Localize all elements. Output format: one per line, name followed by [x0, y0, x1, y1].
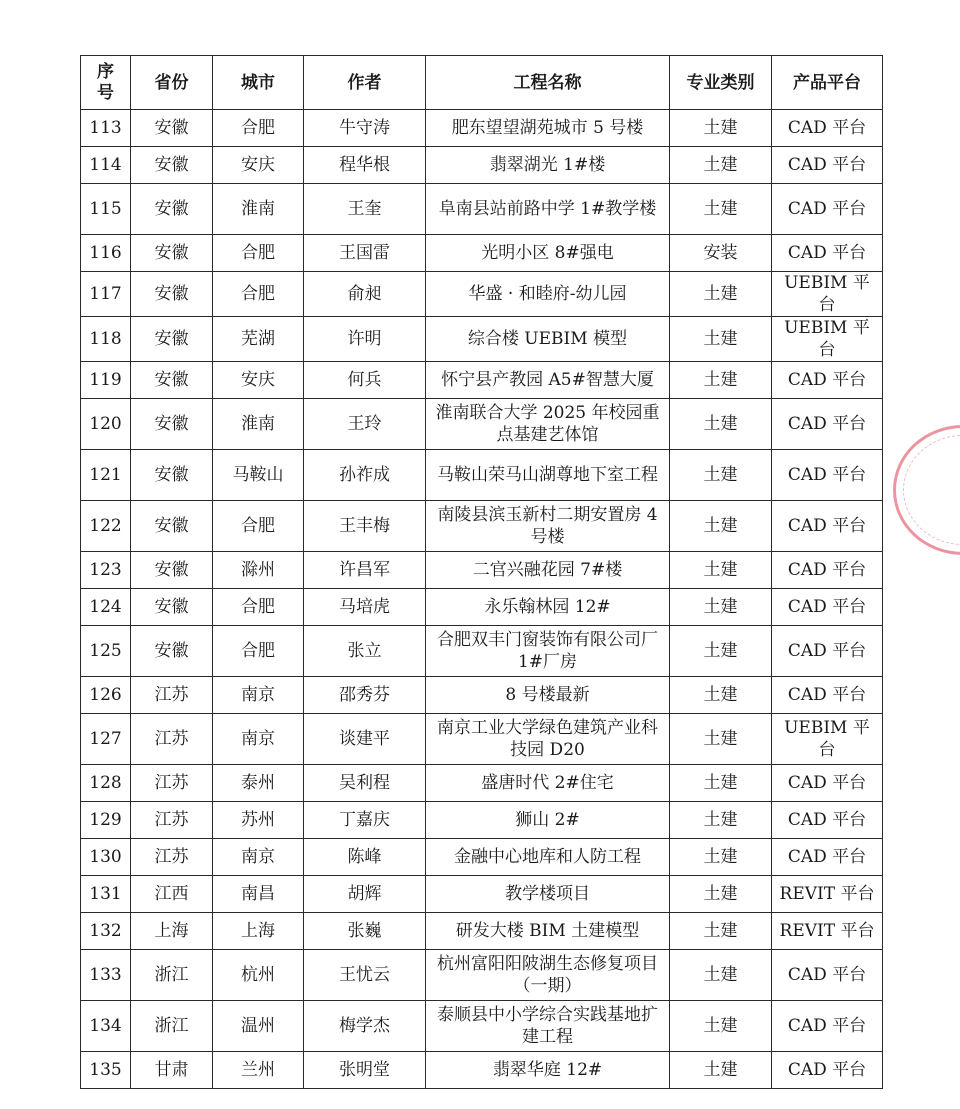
- header-no: 序 号: [81, 56, 131, 110]
- cell-province: 安徽: [131, 362, 213, 399]
- cell-project: 金融中心地库和人防工程: [426, 839, 670, 876]
- cell-project: 淮南联合大学 2025 年校园重点基建艺体馆: [426, 399, 670, 450]
- cell-category: 土建: [670, 626, 772, 677]
- cell-category: 土建: [670, 802, 772, 839]
- cell-category: 土建: [670, 950, 772, 1001]
- cell-platform: CAD 平台: [772, 589, 883, 626]
- cell-category: 土建: [670, 876, 772, 913]
- cell-project: 永乐翰林园 12#: [426, 589, 670, 626]
- header-platform: 产品平台: [772, 56, 883, 110]
- cell-category: 土建: [670, 110, 772, 147]
- cell-province: 浙江: [131, 1001, 213, 1052]
- table-row: [81, 913, 883, 950]
- cell-city: 合肥: [213, 589, 304, 626]
- cell-province: 安徽: [131, 399, 213, 450]
- cell-category: 土建: [670, 1001, 772, 1052]
- cell-city: 温州: [213, 1001, 304, 1052]
- cell-project: 马鞍山荣马山湖尊地下室工程: [426, 450, 670, 501]
- cell-city: 合肥: [213, 235, 304, 272]
- cell-no: 126: [81, 677, 131, 714]
- cell-city: 合肥: [213, 501, 304, 552]
- cell-city: 南京: [213, 677, 304, 714]
- cell-author: 张巍: [304, 913, 426, 950]
- table-row: [81, 1052, 883, 1089]
- cell-category: 土建: [670, 714, 772, 765]
- cell-no: 123: [81, 552, 131, 589]
- header-city: 城市: [213, 56, 304, 110]
- cell-project: 泰顺县中小学综合实践基地扩建工程: [426, 1001, 670, 1052]
- cell-category: 土建: [670, 589, 772, 626]
- cell-project: 光明小区 8#强电: [426, 235, 670, 272]
- cell-platform: CAD 平台: [772, 235, 883, 272]
- cell-province: 安徽: [131, 501, 213, 552]
- cell-category: 土建: [670, 765, 772, 802]
- cell-no: 113: [81, 110, 131, 147]
- cell-platform: UEBIM 平台: [772, 317, 883, 362]
- cell-no: 116: [81, 235, 131, 272]
- cell-project: 杭州富阳阳陂湖生态修复项目（一期）: [426, 950, 670, 1001]
- cell-project: 二官兴融花园 7#楼: [426, 552, 670, 589]
- cell-platform: CAD 平台: [772, 1052, 883, 1089]
- cell-no: 119: [81, 362, 131, 399]
- cell-platform: CAD 平台: [772, 552, 883, 589]
- cell-platform: UEBIM 平台: [772, 714, 883, 765]
- table-row: [81, 184, 883, 235]
- cell-city: 苏州: [213, 802, 304, 839]
- cell-city: 南京: [213, 839, 304, 876]
- cell-project: 盛唐时代 2#住宅: [426, 765, 670, 802]
- cell-city: 淮南: [213, 184, 304, 235]
- cell-author: 王玲: [304, 399, 426, 450]
- table-row: [81, 765, 883, 802]
- table-row: [81, 272, 883, 317]
- cell-category: 土建: [670, 501, 772, 552]
- cell-city: 滁州: [213, 552, 304, 589]
- table-row: [81, 950, 883, 1001]
- cell-platform: REVIT 平台: [772, 876, 883, 913]
- cell-platform: CAD 平台: [772, 802, 883, 839]
- cell-project: 南陵县滨玉新村二期安置房 4 号楼: [426, 501, 670, 552]
- cell-platform: CAD 平台: [772, 110, 883, 147]
- projects-table: [80, 55, 883, 1089]
- table-row: [81, 589, 883, 626]
- cell-category: 土建: [670, 1052, 772, 1089]
- table-row: [81, 1001, 883, 1052]
- cell-no: 125: [81, 626, 131, 677]
- cell-city: 马鞍山: [213, 450, 304, 501]
- cell-author: 王国雷: [304, 235, 426, 272]
- cell-project: 怀宁县产教园 A5#智慧大厦: [426, 362, 670, 399]
- table-body: [81, 110, 883, 1089]
- cell-project: 狮山 2#: [426, 802, 670, 839]
- cell-category: 土建: [670, 147, 772, 184]
- cell-platform: CAD 平台: [772, 147, 883, 184]
- table-row: [81, 876, 883, 913]
- cell-province: 安徽: [131, 272, 213, 317]
- cell-platform: REVIT 平台: [772, 913, 883, 950]
- cell-platform: CAD 平台: [772, 677, 883, 714]
- cell-no: 118: [81, 317, 131, 362]
- cell-author: 许昌军: [304, 552, 426, 589]
- cell-city: 合肥: [213, 626, 304, 677]
- cell-city: 合肥: [213, 110, 304, 147]
- cell-platform: CAD 平台: [772, 184, 883, 235]
- cell-project: 合肥双丰门窗装饰有限公司厂 1#厂房: [426, 626, 670, 677]
- table-row: [81, 802, 883, 839]
- cell-author: 吴利程: [304, 765, 426, 802]
- cell-no: 131: [81, 876, 131, 913]
- cell-platform: CAD 平台: [772, 501, 883, 552]
- cell-category: 安装: [670, 235, 772, 272]
- cell-author: 孙祚成: [304, 450, 426, 501]
- cell-city: 合肥: [213, 272, 304, 317]
- header-author: 作者: [304, 56, 426, 110]
- table-row: [81, 450, 883, 501]
- cell-no: 129: [81, 802, 131, 839]
- cell-author: 谈建平: [304, 714, 426, 765]
- cell-author: 俞昶: [304, 272, 426, 317]
- cell-no: 117: [81, 272, 131, 317]
- cell-province: 浙江: [131, 950, 213, 1001]
- cell-city: 淮南: [213, 399, 304, 450]
- header-category: 专业类别: [670, 56, 772, 110]
- table-row: [81, 501, 883, 552]
- cell-province: 江苏: [131, 714, 213, 765]
- cell-project: 南京工业大学绿色建筑产业科技园 D20: [426, 714, 670, 765]
- cell-author: 胡辉: [304, 876, 426, 913]
- cell-category: 土建: [670, 272, 772, 317]
- cell-category: 土建: [670, 839, 772, 876]
- cell-city: 芜湖: [213, 317, 304, 362]
- cell-author: 王丰梅: [304, 501, 426, 552]
- cell-province: 安徽: [131, 589, 213, 626]
- table-row: [81, 714, 883, 765]
- cell-project: 阜南县站前路中学 1#教学楼: [426, 184, 670, 235]
- cell-province: 安徽: [131, 235, 213, 272]
- cell-platform: CAD 平台: [772, 399, 883, 450]
- cell-city: 兰州: [213, 1052, 304, 1089]
- table-row: [81, 147, 883, 184]
- cell-platform: CAD 平台: [772, 839, 883, 876]
- cell-project: 翡翠华庭 12#: [426, 1052, 670, 1089]
- cell-province: 上海: [131, 913, 213, 950]
- table-row: [81, 626, 883, 677]
- cell-project: 教学楼项目: [426, 876, 670, 913]
- cell-category: 土建: [670, 677, 772, 714]
- cell-province: 甘肃: [131, 1052, 213, 1089]
- cell-project: 综合楼 UEBIM 模型: [426, 317, 670, 362]
- cell-author: 丁嘉庆: [304, 802, 426, 839]
- cell-project: 研发大楼 BIM 土建模型: [426, 913, 670, 950]
- cell-project: 翡翠湖光 1#楼: [426, 147, 670, 184]
- cell-province: 安徽: [131, 147, 213, 184]
- cell-author: 何兵: [304, 362, 426, 399]
- table-row: [81, 362, 883, 399]
- table-row: [81, 110, 883, 147]
- cell-city: 泰州: [213, 765, 304, 802]
- cell-author: 张立: [304, 626, 426, 677]
- cell-project: 肥东望望湖苑城市 5 号楼: [426, 110, 670, 147]
- cell-province: 江苏: [131, 839, 213, 876]
- cell-platform: CAD 平台: [772, 950, 883, 1001]
- cell-no: 115: [81, 184, 131, 235]
- cell-no: 133: [81, 950, 131, 1001]
- cell-author: 牛守涛: [304, 110, 426, 147]
- cell-author: 王忧云: [304, 950, 426, 1001]
- cell-no: 127: [81, 714, 131, 765]
- cell-project: 8 号楼最新: [426, 677, 670, 714]
- cell-province: 安徽: [131, 317, 213, 362]
- cell-no: 121: [81, 450, 131, 501]
- cell-province: 江苏: [131, 677, 213, 714]
- cell-platform: CAD 平台: [772, 626, 883, 677]
- cell-no: 130: [81, 839, 131, 876]
- cell-no: 135: [81, 1052, 131, 1089]
- cell-category: 土建: [670, 552, 772, 589]
- table-row: [81, 399, 883, 450]
- cell-platform: UEBIM 平台: [772, 272, 883, 317]
- cell-province: 安徽: [131, 110, 213, 147]
- cell-no: 132: [81, 913, 131, 950]
- cell-author: 张明堂: [304, 1052, 426, 1089]
- cell-category: 土建: [670, 184, 772, 235]
- cell-platform: CAD 平台: [772, 450, 883, 501]
- cell-city: 上海: [213, 913, 304, 950]
- cell-category: 土建: [670, 913, 772, 950]
- cell-author: 许明: [304, 317, 426, 362]
- header-province: 省份: [131, 56, 213, 110]
- cell-city: 杭州: [213, 950, 304, 1001]
- cell-platform: CAD 平台: [772, 362, 883, 399]
- cell-city: 南昌: [213, 876, 304, 913]
- cell-category: 土建: [670, 450, 772, 501]
- cell-no: 124: [81, 589, 131, 626]
- cell-province: 江苏: [131, 765, 213, 802]
- cell-author: 王奎: [304, 184, 426, 235]
- cell-province: 安徽: [131, 626, 213, 677]
- cell-author: 邵秀芬: [304, 677, 426, 714]
- cell-platform: CAD 平台: [772, 1001, 883, 1052]
- cell-author: 程华根: [304, 147, 426, 184]
- cell-platform: CAD 平台: [772, 765, 883, 802]
- cell-no: 134: [81, 1001, 131, 1052]
- cell-project: 华盛 · 和睦府-幼儿园: [426, 272, 670, 317]
- cell-no: 122: [81, 501, 131, 552]
- cell-province: 安徽: [131, 450, 213, 501]
- cell-province: 江苏: [131, 802, 213, 839]
- cell-category: 土建: [670, 317, 772, 362]
- table-row: [81, 839, 883, 876]
- cell-category: 土建: [670, 362, 772, 399]
- cell-author: 陈峰: [304, 839, 426, 876]
- cell-city: 南京: [213, 714, 304, 765]
- table-row: [81, 677, 883, 714]
- cell-category: 土建: [670, 399, 772, 450]
- cell-author: 马培虎: [304, 589, 426, 626]
- cell-province: 安徽: [131, 184, 213, 235]
- cell-no: 120: [81, 399, 131, 450]
- cell-author: 梅学杰: [304, 1001, 426, 1052]
- cell-province: 安徽: [131, 552, 213, 589]
- cell-city: 安庆: [213, 147, 304, 184]
- cell-province: 江西: [131, 876, 213, 913]
- cell-no: 128: [81, 765, 131, 802]
- table-row: [81, 235, 883, 272]
- header-project: 工程名称: [426, 56, 670, 110]
- cell-no: 114: [81, 147, 131, 184]
- table-header-row: [81, 56, 883, 110]
- table-row: [81, 552, 883, 589]
- cell-city: 安庆: [213, 362, 304, 399]
- table-row: [81, 317, 883, 362]
